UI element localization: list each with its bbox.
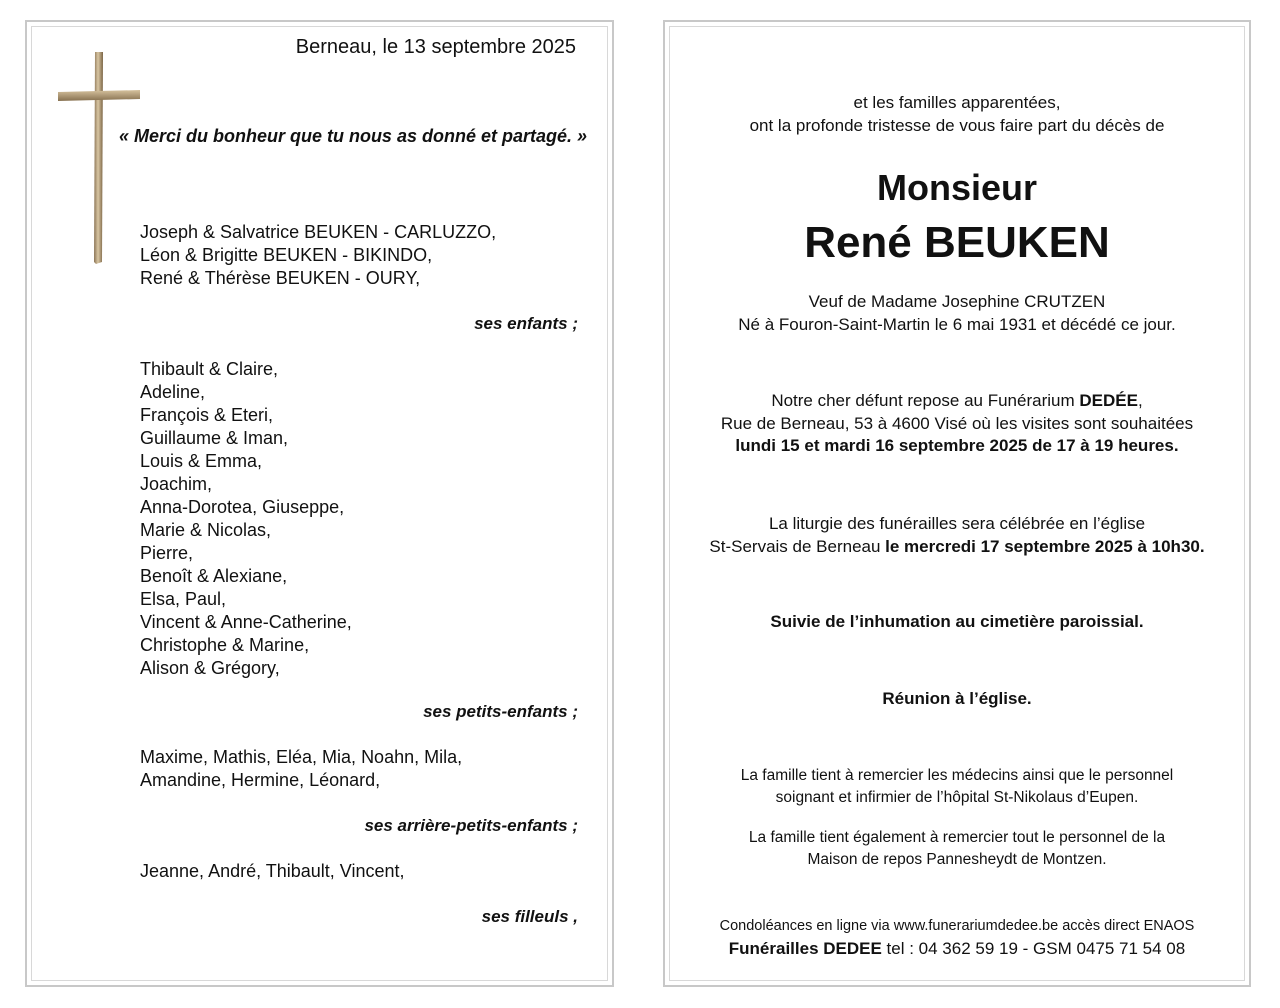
visiting-hours: lundi 15 et mardi 16 septembre 2025 de 17 à 19 heures. — [735, 436, 1179, 455]
children-label: ses enfants ; — [474, 314, 578, 333]
cross-icon — [58, 52, 140, 264]
phone-numbers: tel : 04 362 59 19 - GSM 0475 71 54 08 — [881, 939, 1186, 958]
list-item: Guillaume & Iman, — [140, 428, 289, 448]
great-grandchildren-label: ses arrière-petits-enfants ; — [364, 816, 578, 835]
date-line: Berneau, le 13 septembre 2025 — [295, 36, 576, 58]
godchildren-list — [140, 860, 405, 883]
church-text: St-Servais de Berneau — [709, 537, 886, 556]
great-grandchildren-list — [140, 746, 462, 792]
deceased-name: René BEUKEN — [804, 218, 1110, 267]
contact-line — [665, 937, 1249, 960]
list-item: Léon & Brigitte BEUKEN - BIKINDO, — [140, 245, 433, 265]
liturgy-line-2 — [665, 535, 1249, 558]
intro-line-2: ont la profonde tristesse de vous faire part du décès de — [749, 116, 1165, 135]
list-item: Elsa, Paul, — [140, 589, 227, 609]
list-item: Marie & Nicolas, — [140, 520, 272, 540]
funerarium-name: DEDÉE — [1079, 391, 1138, 410]
thanks-1a: La famille tient à remercier les médecins ainsi que le personnel — [740, 767, 1174, 784]
list-item: Maxime, Mathis, Eléa, Mia, Noahn, Mila, — [140, 747, 463, 767]
honorific: Monsieur — [876, 167, 1037, 208]
ceremony-date: le mercredi 17 septembre 2025 à 10h30. — [885, 537, 1205, 556]
list-item: Alison & Grégory, — [140, 658, 280, 678]
list-item: Thibault & Claire, — [140, 359, 279, 379]
list-item: Joachim, — [140, 474, 213, 494]
repose-comma: , — [1137, 391, 1143, 410]
repose-line-2: Rue de Berneau, 53 à 4600 Visé où les visites sont souhaitées — [720, 414, 1194, 433]
list-item: Christophe & Marine, — [140, 635, 310, 655]
list-item: Amandine, Hermine, Léonard, — [140, 770, 381, 790]
thanks-2b: Maison de repos Pannesheydt de Montzen. — [807, 851, 1107, 868]
birth-death-line: Né à Fouron-Saint-Martin le 6 mai 1931 et décédé ce jour. — [738, 315, 1176, 334]
intro-line-1: et les familles apparentées, — [853, 93, 1061, 112]
grandchildren-label: ses petits-enfants ; — [423, 702, 578, 721]
list-item: Adeline, — [140, 382, 206, 402]
repose-line-1 — [665, 389, 1249, 412]
repose-text: Notre cher défunt repose au Funérarium — [771, 391, 1080, 410]
thanks-1b: soignant et infirmier de l’hôpital St-Nikolaus d’Eupen. — [775, 789, 1139, 806]
list-item: Anna-Dorotea, Giuseppe, — [140, 497, 345, 517]
godchildren-label: ses filleuls , — [481, 907, 578, 926]
funeral-home-name: Funérailles DEDEE — [728, 939, 882, 958]
list-item: François & Eteri, — [140, 405, 274, 425]
list-item: Benoît & Alexiane, — [140, 566, 288, 586]
list-item: René & Thérèse BEUKEN - OURY, — [140, 268, 421, 288]
list-item: Vincent & Anne-Catherine, — [140, 612, 352, 632]
right-page — [663, 20, 1251, 987]
list-item: Pierre, — [140, 543, 194, 563]
left-page — [25, 20, 614, 987]
grandchildren-list — [140, 358, 352, 680]
liturgy-line-1: La liturgie des funérailles sera célébrée en l’église — [768, 514, 1146, 533]
widower-line: Veuf de Madame Josephine CRUTZEN — [808, 292, 1106, 311]
condolences-line: Condoléances en ligne via www.funerariumdedee.be accès direct ENAOS — [719, 918, 1195, 934]
list-item: Joseph & Salvatrice BEUKEN - CARLUZZO, — [140, 222, 497, 242]
quote: « Merci du bonheur que tu nous as donné et partagé. » — [118, 126, 587, 146]
meeting-line: Réunion à l’église. — [882, 689, 1032, 708]
list-item: Jeanne, André, Thibault, Vincent, — [140, 861, 405, 881]
thanks-2a: La famille tient également à remercier tout le personnel de la — [748, 829, 1166, 846]
list-item: Louis & Emma, — [140, 451, 263, 471]
children-list — [140, 221, 496, 290]
burial-line: Suivie de l’inhumation au cimetière paroissial. — [770, 612, 1144, 631]
